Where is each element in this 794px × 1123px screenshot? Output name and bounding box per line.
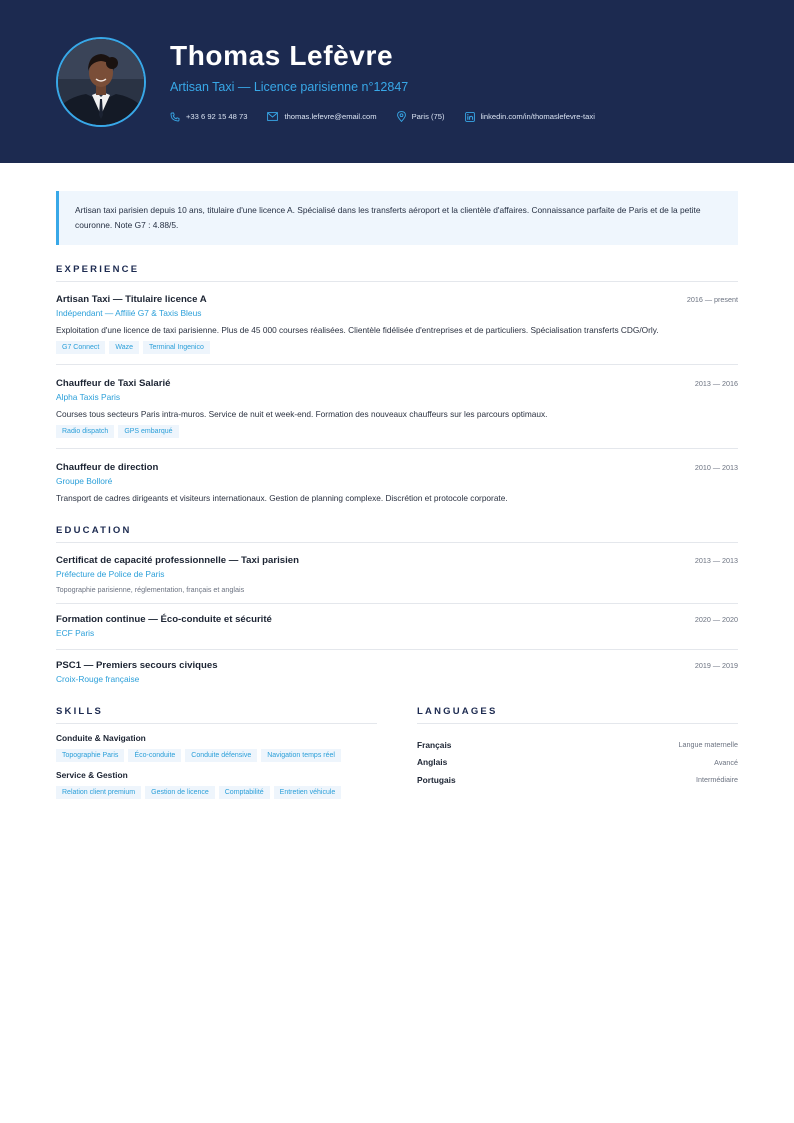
tag: Conduite défensive bbox=[185, 749, 257, 762]
skill-group-name: Conduite & Navigation bbox=[56, 733, 146, 743]
entry-description: Courses tous secteurs Paris intra-muros. Service de nuit et week-end. Formation des nouveaux chauffeurs sur les parcours optimaux. bbox=[56, 409, 548, 419]
contact-linkedin[interactable] bbox=[465, 112, 595, 122]
phone-icon bbox=[170, 112, 180, 122]
skill-group bbox=[56, 770, 376, 799]
entry-title: PSC1 — Premiers secours civiques bbox=[56, 660, 218, 671]
entry-dates: 2019 — 2019 bbox=[694, 661, 738, 670]
entry-organization: Préfecture de Police de Paris bbox=[56, 569, 165, 579]
entry-title: Chauffeur de direction bbox=[56, 462, 159, 473]
entry-divider bbox=[56, 364, 738, 365]
experience-entry bbox=[56, 378, 738, 438]
education-entry bbox=[56, 555, 738, 594]
entry-title: Artisan Taxi — Titulaire licence A bbox=[56, 294, 207, 305]
entry-dates: 2016 — present bbox=[686, 295, 738, 304]
entry-note: Topographie parisienne, réglementation, français et anglais bbox=[56, 585, 245, 594]
tag-list bbox=[56, 425, 738, 438]
resume-header bbox=[0, 0, 794, 163]
entry-title: Chauffeur de Taxi Salarié bbox=[56, 378, 171, 389]
language-level: Intermédiaire bbox=[696, 775, 738, 785]
experience-entry bbox=[56, 462, 738, 503]
section-title-education: EDUCATION bbox=[56, 525, 132, 536]
tag: Éco-conduite bbox=[128, 749, 181, 762]
entry-description: Exploitation d'une licence de taxi parisienne. Plus de 45 000 courses réalisées. Clientèle fidélisée d'entreprises et de particuliers. Spécialisation transferts CDG/Orly. bbox=[56, 325, 659, 335]
tag-list bbox=[56, 749, 376, 762]
section-divider bbox=[56, 281, 738, 282]
section-title-skills: SKILLS bbox=[56, 706, 103, 717]
linkedin-text: linkedin.com/in/thomaslefevre-taxi bbox=[480, 112, 595, 121]
language-name: Anglais bbox=[417, 757, 448, 768]
entry-organization: ECF Paris bbox=[56, 628, 95, 638]
experience-entry bbox=[56, 294, 738, 354]
entry-divider bbox=[56, 448, 738, 449]
languages-list bbox=[417, 736, 738, 789]
contact-list bbox=[170, 111, 615, 122]
entry-dates: 2013 — 2013 bbox=[694, 556, 738, 565]
tag: Waze bbox=[109, 341, 139, 354]
entry-dates: 2010 — 2013 bbox=[694, 463, 738, 472]
education-entry bbox=[56, 660, 738, 684]
entry-organization: Alpha Taxis Paris bbox=[56, 392, 121, 402]
tag: Gestion de licence bbox=[145, 786, 215, 799]
summary: Artisan taxi parisien depuis 10 ans, titulaire d'une licence A. Spécialisé dans les transferts aéroport et la clientèle d'affaires. Connaissance parfaite de Paris et de la petite couronne. Note G7 : 4.88/5. bbox=[56, 191, 738, 245]
tag: Navigation temps réel bbox=[261, 749, 341, 762]
contact-phone[interactable] bbox=[170, 112, 247, 122]
tag: Terminal Ingenico bbox=[143, 341, 210, 354]
entry-title: Formation continue — Éco-conduite et sécurité bbox=[56, 614, 272, 625]
location-text: Paris (75) bbox=[411, 112, 445, 121]
contact-location bbox=[397, 111, 445, 122]
phone-text: +33 6 92 15 48 73 bbox=[186, 112, 248, 121]
tag: G7 Connect bbox=[56, 341, 105, 354]
tag-list bbox=[56, 786, 376, 799]
section-divider bbox=[56, 542, 738, 543]
language-row bbox=[417, 736, 738, 754]
entry-dates: 2020 — 2020 bbox=[694, 615, 738, 624]
skill-group bbox=[56, 733, 376, 762]
entry-organization: Croix-Rouge française bbox=[56, 674, 140, 684]
section-title-languages: LANGUAGES bbox=[417, 706, 498, 717]
tag: GPS embarqué bbox=[118, 425, 178, 438]
location-icon bbox=[397, 111, 406, 122]
email-text: thomas.lefevre@email.com bbox=[284, 112, 377, 121]
email-icon bbox=[267, 112, 278, 121]
skills-list bbox=[56, 733, 376, 807]
entry-divider bbox=[56, 649, 738, 650]
entry-organization: Indépendant — Affilié G7 & Taxis Bleus bbox=[56, 308, 202, 318]
headline: Artisan Taxi — Licence parisienne n°12847 bbox=[170, 80, 409, 94]
section-title-experience: EXPERIENCE bbox=[56, 264, 140, 275]
tag: Radio dispatch bbox=[56, 425, 114, 438]
tag-list bbox=[56, 341, 738, 354]
entry-description: Transport de cadres dirigeants et visiteurs internationaux. Gestion de planning complexe. Discrétion et protocole corporate. bbox=[56, 493, 508, 503]
section-divider bbox=[56, 723, 377, 724]
avatar bbox=[56, 37, 146, 127]
language-level: Langue maternelle bbox=[678, 740, 738, 750]
section-divider bbox=[417, 723, 738, 724]
education-entry bbox=[56, 614, 738, 638]
candidate-name: Thomas Lefèvre bbox=[170, 40, 394, 71]
language-name: Français bbox=[417, 739, 452, 750]
language-row bbox=[417, 754, 738, 772]
tag: Comptabilité bbox=[219, 786, 270, 799]
tag: Topographie Paris bbox=[56, 749, 124, 762]
profile-photo bbox=[58, 39, 144, 125]
entry-divider bbox=[56, 603, 738, 604]
contact-email[interactable] bbox=[267, 112, 376, 121]
language-name: Portugais bbox=[417, 774, 456, 785]
tag: Entretien véhicule bbox=[274, 786, 342, 799]
tag: Relation client premium bbox=[56, 786, 141, 799]
entry-organization: Groupe Bolloré bbox=[56, 476, 113, 486]
linkedin-icon bbox=[465, 112, 475, 122]
skill-group-name: Service & Gestion bbox=[56, 770, 128, 780]
language-level: Avancé bbox=[714, 757, 738, 767]
language-row bbox=[417, 771, 738, 789]
entry-dates: 2013 — 2016 bbox=[694, 379, 738, 388]
entry-title: Certificat de capacité professionnelle — Taxi parisien bbox=[56, 555, 299, 566]
